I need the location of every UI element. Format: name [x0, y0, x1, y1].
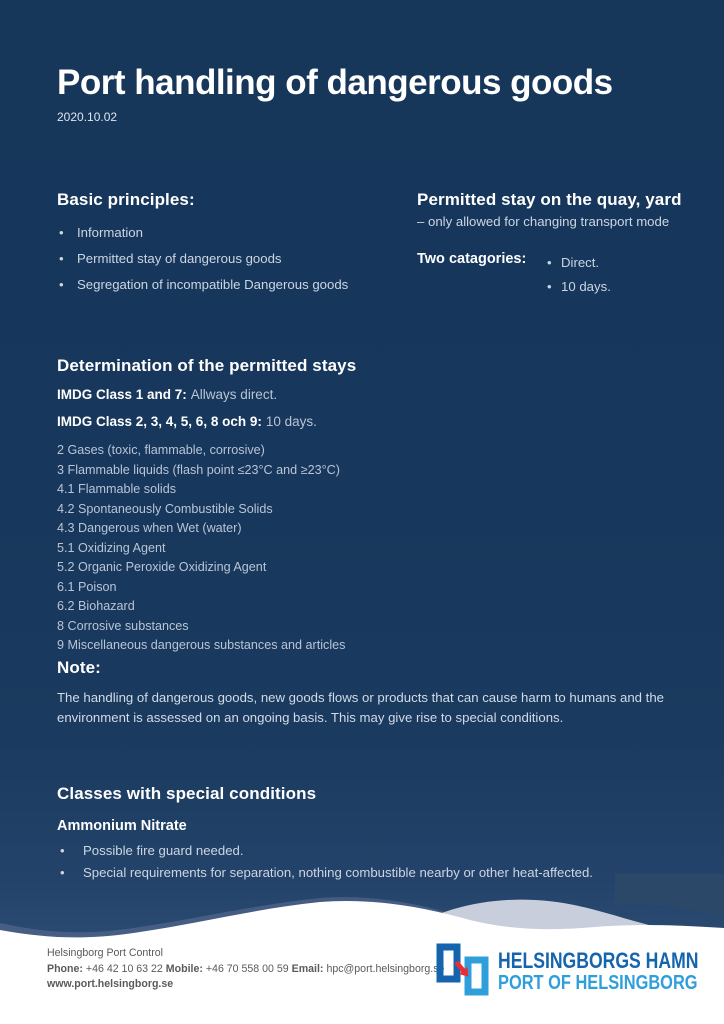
determination-heading: Determination of the permitted stays [57, 356, 357, 375]
class-list-item: 8 Corrosive substances [57, 618, 189, 633]
mobile-number: +46 70 558 00 59 [205, 962, 289, 975]
permitted-stay-heading: Permitted stay on the quay, yard [417, 190, 682, 209]
header [57, 62, 687, 124]
special-conditions-heading: Classes with special conditions [57, 784, 317, 803]
class-list-item: 4.3 Dangerous when Wet (water) [57, 521, 242, 535]
rule-label: IMDG Class 1 and 7: [57, 387, 187, 402]
categories-list [545, 251, 611, 299]
rule-value: 10 days. [265, 414, 317, 429]
class-list-item: 5.1 Oxidizing Agent [57, 540, 166, 555]
footer-contact [47, 946, 447, 993]
list-item: • Direct. [545, 251, 611, 275]
class-list-item: 9 Miscellaneous dangerous substances and articles [57, 638, 346, 652]
email-label: Email: [291, 962, 324, 975]
note-body: The handling of dangerous goods, new goods flows or products that can cause harm to humans and the environment is assessed on an ongoing basis. This may give rise to special conditions. [57, 690, 665, 725]
mobile-label: Mobile: [165, 962, 203, 975]
document-date: 2020.10.02 [57, 110, 118, 124]
class-list-item: 3 Flammable liquids (flash point ≤23°C and ≥23°C) [57, 462, 340, 477]
helsingborg-logo-icon [436, 943, 490, 999]
rule-imdg-1-7 [57, 386, 487, 404]
section-determination [57, 356, 487, 656]
class-list-item: 4.2 Spontaneously Combustible Solids [57, 501, 273, 516]
class-list-item: 5.2 Organic Peroxide Oxidizing Agent [57, 560, 267, 574]
section-permitted-stay [417, 190, 707, 299]
list-item: • 10 days. [545, 275, 611, 299]
section-note [57, 658, 675, 727]
list-item: • Segregation of incompatible Dangerous goods [57, 272, 387, 298]
rule-label: IMDG Class 2, 3, 4, 5, 6, 8 och 9: [57, 414, 262, 429]
permitted-stay-subheading: – only allowed for changing transport mode [417, 214, 670, 229]
list-item: • Special requirements for separation, nothing combustible nearby or other heat-affected. [57, 862, 677, 884]
logo-line2: PORT OF HELSINGBORG [498, 971, 698, 994]
contact-numbers [47, 962, 447, 978]
phone-number: +46 42 10 63 22 [85, 962, 163, 975]
phone-label: Phone: [47, 962, 83, 975]
email-address: hpc@port.helsingborg.se [326, 962, 445, 975]
imdg-class-list [57, 441, 487, 656]
section-special-conditions [57, 784, 677, 883]
categories-row [417, 251, 707, 299]
list-item: • Information [57, 220, 387, 246]
categories-label: Two catagories: [417, 251, 527, 267]
note-heading: Note: [57, 658, 101, 677]
class-list-item: 6.1 Poison [57, 579, 117, 594]
class-list-item: 6.2 Biohazard [57, 599, 135, 613]
list-item: • Possible fire guard needed. [57, 840, 677, 862]
contact-name: Helsingborg Port Control [47, 947, 163, 959]
list-item: • Permitted stay of dangerous goods [57, 246, 387, 272]
website-url: www.port.helsingborg.se [47, 978, 174, 990]
logo-wordmark [498, 949, 724, 993]
page-title: Port handling of dangerous goods [57, 63, 613, 102]
section-basic-principles [57, 190, 387, 298]
rule-imdg-others [57, 413, 487, 431]
ammonium-nitrate-heading: Ammonium Nitrate [57, 818, 187, 834]
port-of-helsingborg-logo [436, 943, 724, 999]
class-list-item: 4.1 Flammable solids [57, 482, 176, 496]
rule-value: Allways direct. [190, 387, 278, 402]
basic-principles-heading: Basic principles: [57, 190, 195, 209]
logo-line1: HELSINGBORGS HAMN [498, 948, 699, 973]
class-list-item: 2 Gases (toxic, flammable, corrosive) [57, 443, 265, 457]
basic-principles-list [57, 220, 387, 298]
